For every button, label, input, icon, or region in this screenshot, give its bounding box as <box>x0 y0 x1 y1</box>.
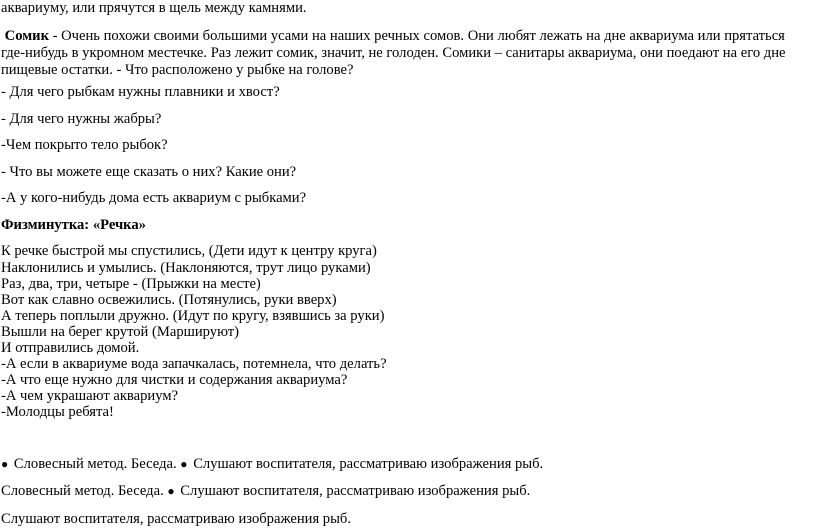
somik-paragraph <box>1 28 807 79</box>
question-home: -А у кого-нибудь дома есть аквариум с рыбками? <box>1 190 307 206</box>
bullet-icon: ● <box>1 457 9 471</box>
somik-text: - Очень похожи своими большими усами на наших речных сомов. Они любят лежать на дне аквариума или прятаться где-нибудь в укромном местечке. Раз лежит сомик, значит, не голоден. Сомики – санитары аквариума, они поедают на его дне пищевые остатки. - Что расположено у рыбке на голове? <box>1 28 786 78</box>
text-line-intro: аквариуму, или прячутся в щель между камнями. <box>1 0 307 16</box>
question-dirty-water: -А если в аквариуме вода запачкалась, потемнела, что делать? <box>1 356 387 372</box>
bullet-icon: ● <box>167 484 175 498</box>
method-line-3: Слушают воспитателя, рассматриваю изображения рыб. <box>1 511 351 527</box>
poem-line-5: А теперь поплыли дружно. (Идут по кругу, взявшись за руки) <box>1 308 385 324</box>
question-decoration: -А чем украшают аквариум? <box>1 388 179 404</box>
question-cleaning: -А что еще нужно для чистки и содержания аквариума? <box>1 372 348 388</box>
question-body: -Чем покрыто тело рыбок? <box>1 137 168 153</box>
poem-line-2: Наклонились и умылись. (Наклоняются, трут лицо руками) <box>1 260 371 276</box>
poem-line-3: Раз, два, три, четыре - (Прыжки на месте) <box>1 276 261 292</box>
praise-line: -Молодцы ребята! <box>1 404 114 420</box>
poem-line-7: И отправились домой. <box>1 340 140 356</box>
somik-title: Сомик <box>4 28 49 44</box>
method-line-2: Словесный метод. Беседа. ● Слушают воспитателя, рассматриваю изображения рыб. <box>1 483 531 499</box>
question-fins: - Для чего рыбкам нужны плавники и хвост? <box>1 84 280 100</box>
poem-line-6: Вышли на берег крутой (Маршируют) <box>1 324 240 340</box>
method-line-bullets: ● Словесный метод. Беседа. ● Слушают воспитателя, рассматриваю изображения рыб. <box>1 456 544 472</box>
question-more: - Что вы можете еще сказать о них? Какие они? <box>1 164 297 180</box>
bullet-icon: ● <box>180 457 188 471</box>
question-gills: - Для чего нужны жабры? <box>1 111 162 127</box>
poem-line-1: К речке быстрой мы спустились, (Дети идут к центру круга) <box>1 243 377 259</box>
poem-line-4: Вот как славно освежились. (Потянулись, руки вверх) <box>1 292 337 308</box>
fizminutka-title: Физминутка: «Речка» <box>1 217 146 233</box>
